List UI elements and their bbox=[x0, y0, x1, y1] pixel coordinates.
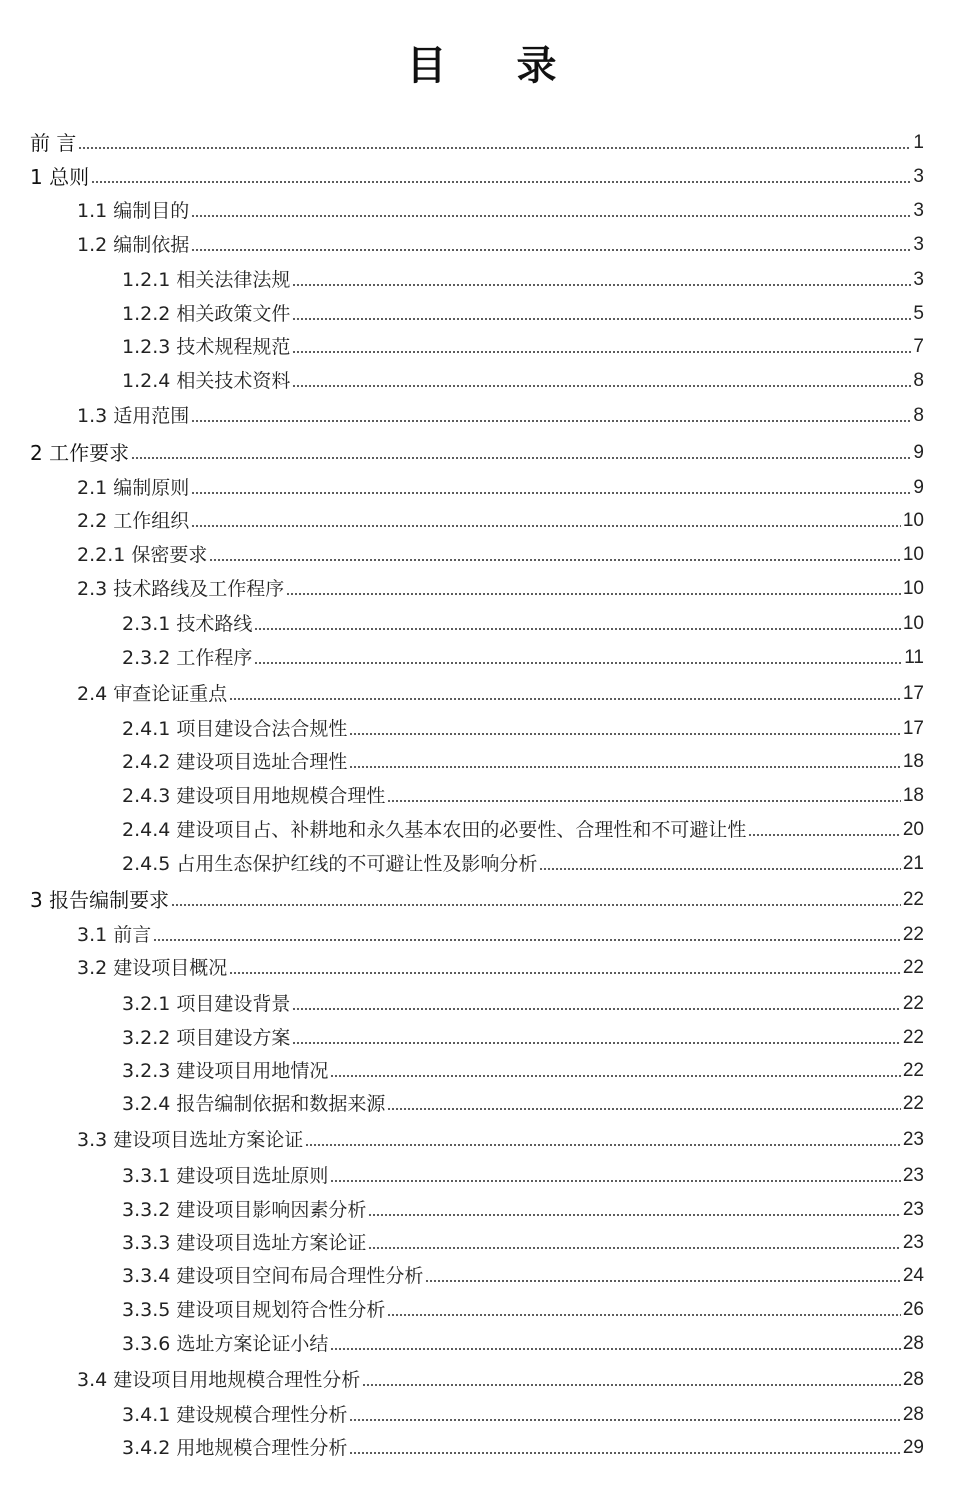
dot-leader bbox=[191, 418, 911, 424]
toc-entry-label: 3.2 建设项目概况 bbox=[77, 957, 228, 979]
dot-leader bbox=[362, 1382, 901, 1388]
dot-leader bbox=[229, 970, 901, 976]
toc-entry-page-number: 10 bbox=[902, 613, 924, 634]
toc-entry[interactable] bbox=[122, 641, 924, 671]
dot-leader bbox=[305, 1142, 901, 1148]
toc-entry-label: 2.4.4 建设项目占、补耕地和永久基本农田的必要性、合理性和不可避让性 bbox=[122, 819, 747, 841]
toc-entry-label: 3.2.1 项目建设背景 bbox=[122, 993, 291, 1015]
toc-entry[interactable] bbox=[122, 297, 924, 327]
dot-leader bbox=[292, 1040, 900, 1046]
toc-entry-label: 1.2.3 技术规程规范 bbox=[122, 336, 291, 358]
dot-leader bbox=[292, 282, 911, 288]
toc-entry-label: 前 言 bbox=[30, 131, 77, 155]
toc-entry-page-number: 5 bbox=[913, 303, 924, 324]
toc-entry[interactable] bbox=[122, 607, 924, 637]
toc-entry-label: 3.3.5 建设项目规划符合性分析 bbox=[122, 1299, 386, 1321]
toc-entry[interactable] bbox=[30, 126, 924, 156]
toc-entry-page-number: 8 bbox=[913, 370, 924, 391]
toc-entry[interactable] bbox=[122, 779, 924, 809]
toc-entry-label: 2.4 审查论证重点 bbox=[77, 683, 228, 705]
toc-entry[interactable] bbox=[122, 1159, 924, 1189]
toc-entry-page-number: 18 bbox=[902, 751, 924, 772]
dot-leader bbox=[368, 1212, 900, 1218]
toc-entry-label: 2.2.1 保密要求 bbox=[77, 544, 208, 566]
toc-entry-page-number: 7 bbox=[913, 336, 924, 357]
toc-entry[interactable] bbox=[122, 1054, 924, 1084]
toc-entry-page-number: 20 bbox=[902, 819, 924, 840]
toc-entry-label: 2.4.5 占用生态保护红线的不可避让性及影响分析 bbox=[122, 853, 538, 875]
toc-entry-label: 3.4.2 用地规模合理性分析 bbox=[122, 1437, 348, 1459]
toc-entry-page-number: 3 bbox=[913, 200, 924, 221]
dot-leader bbox=[191, 490, 911, 496]
toc-entry-label: 3.3 建设项目选址方案论证 bbox=[77, 1129, 304, 1151]
dot-leader bbox=[254, 626, 900, 632]
toc-entry-page-number: 10 bbox=[902, 544, 924, 565]
dot-leader bbox=[368, 1245, 900, 1251]
toc-entry-page-number: 22 bbox=[902, 1093, 924, 1114]
dot-leader bbox=[209, 557, 900, 563]
toc-entry[interactable] bbox=[122, 1398, 924, 1428]
toc-entry-label: 3.3.1 建设项目选址原则 bbox=[122, 1165, 329, 1187]
toc-entry[interactable] bbox=[77, 1123, 924, 1153]
toc-entry-label: 2.2 工作组织 bbox=[77, 510, 190, 532]
toc-entry[interactable] bbox=[77, 504, 924, 534]
toc-entry-label: 3 报告编制要求 bbox=[30, 888, 170, 912]
toc-entry[interactable] bbox=[122, 263, 924, 293]
dot-leader bbox=[131, 455, 911, 461]
toc-entry-label: 1 总则 bbox=[30, 165, 90, 189]
page-title: 目 录 bbox=[406, 43, 585, 89]
toc-entry[interactable] bbox=[122, 1431, 924, 1461]
toc-entry-label: 2.4.1 项目建设合法合规性 bbox=[122, 718, 348, 740]
toc-entry-page-number: 24 bbox=[902, 1265, 924, 1286]
toc-entry-label: 3.2.2 项目建设方案 bbox=[122, 1027, 291, 1049]
toc-entry-page-number: 11 bbox=[904, 647, 924, 668]
toc-entry-page-number: 28 bbox=[902, 1333, 924, 1354]
dot-leader bbox=[349, 731, 900, 737]
toc-entry-label: 3.3.4 建设项目空间布局合理性分析 bbox=[122, 1265, 424, 1287]
toc-entry[interactable] bbox=[77, 471, 924, 501]
toc-entry[interactable] bbox=[122, 745, 924, 775]
toc-entry-label: 1.2.4 相关技术资料 bbox=[122, 370, 291, 392]
toc-entry-page-number: 22 bbox=[902, 924, 924, 945]
toc-entry[interactable] bbox=[122, 364, 924, 394]
toc-entry-page-number: 22 bbox=[902, 889, 924, 910]
toc-entry[interactable] bbox=[77, 538, 924, 568]
toc-entry-page-number: 26 bbox=[902, 1299, 924, 1320]
toc-entry-page-number: 22 bbox=[902, 993, 924, 1014]
toc-entry-page-number: 3 bbox=[913, 234, 924, 255]
toc-entry-page-number: 22 bbox=[902, 1060, 924, 1081]
toc-entry-label: 3.4.1 建设规模合理性分析 bbox=[122, 1404, 348, 1426]
toc-entry-label: 1.2 编制依据 bbox=[77, 234, 190, 256]
toc-entry[interactable] bbox=[122, 1327, 924, 1357]
toc-entry[interactable] bbox=[77, 951, 924, 981]
dot-leader bbox=[191, 247, 911, 253]
toc-entry-label: 1.2.2 相关政策文件 bbox=[122, 303, 291, 325]
toc-entry[interactable] bbox=[122, 987, 924, 1017]
toc-entry-label: 3.2.4 报告编制依据和数据来源 bbox=[122, 1093, 386, 1115]
toc-entry-label: 1.2.1 相关法律法规 bbox=[122, 269, 291, 291]
toc-entry-page-number: 28 bbox=[902, 1404, 924, 1425]
toc-entry[interactable] bbox=[122, 330, 924, 360]
toc-entry[interactable] bbox=[122, 1021, 924, 1051]
dot-leader bbox=[330, 1073, 900, 1079]
dot-leader bbox=[153, 937, 901, 943]
dot-leader bbox=[330, 1178, 900, 1184]
toc-entry-label: 2.4.2 建设项目选址合理性 bbox=[122, 751, 348, 773]
toc-entry-page-number: 28 bbox=[902, 1369, 924, 1390]
toc-entry[interactable] bbox=[122, 1293, 924, 1323]
dot-leader bbox=[229, 696, 901, 702]
toc-entry-label: 3.2.3 建设项目用地情况 bbox=[122, 1060, 329, 1082]
toc-entry-page-number: 23 bbox=[902, 1232, 924, 1253]
dot-leader bbox=[349, 1417, 900, 1423]
dot-leader bbox=[539, 866, 900, 872]
dot-leader bbox=[292, 383, 911, 389]
toc-entry-page-number: 8 bbox=[913, 405, 924, 426]
dot-leader bbox=[191, 523, 901, 529]
toc-entry-page-number: 23 bbox=[902, 1129, 924, 1150]
dot-leader bbox=[286, 591, 901, 597]
toc-entry-label: 3.3.3 建设项目选址方案论证 bbox=[122, 1232, 367, 1254]
dot-leader bbox=[292, 316, 911, 322]
dot-leader bbox=[254, 660, 902, 666]
toc-entry-page-number: 17 bbox=[902, 683, 924, 704]
toc-entry[interactable] bbox=[77, 677, 924, 707]
toc-entry[interactable] bbox=[77, 194, 924, 224]
dot-leader bbox=[171, 902, 901, 908]
dot-leader bbox=[292, 349, 911, 355]
dot-leader bbox=[292, 1006, 900, 1012]
dot-leader bbox=[748, 832, 900, 838]
toc-entry-page-number: 22 bbox=[902, 1027, 924, 1048]
toc-entry[interactable] bbox=[122, 1193, 924, 1223]
toc-entry[interactable] bbox=[122, 1087, 924, 1117]
dot-leader bbox=[191, 213, 911, 219]
toc-entry[interactable] bbox=[122, 1226, 924, 1256]
dot-leader bbox=[91, 179, 911, 185]
toc-entry-label: 2.3.1 技术路线 bbox=[122, 613, 253, 635]
toc-entry-page-number: 9 bbox=[913, 477, 924, 498]
toc-entry-label: 1.3 适用范围 bbox=[77, 405, 190, 427]
toc-entry-page-number: 17 bbox=[902, 718, 924, 739]
toc-entry-label: 3.4 建设项目用地规模合理性分析 bbox=[77, 1369, 361, 1391]
toc-entry-page-number: 10 bbox=[902, 510, 924, 531]
toc-entry[interactable] bbox=[77, 1363, 924, 1393]
toc-entry-page-number: 23 bbox=[902, 1165, 924, 1186]
toc-entry[interactable] bbox=[122, 1259, 924, 1289]
toc-entry-page-number: 3 bbox=[913, 166, 924, 187]
toc-entry-label: 2 工作要求 bbox=[30, 441, 130, 465]
toc-entry[interactable] bbox=[77, 572, 924, 602]
toc-entry-page-number: 29 bbox=[902, 1437, 924, 1458]
toc-entry[interactable] bbox=[30, 883, 924, 913]
toc-entry[interactable] bbox=[122, 847, 924, 877]
dot-leader bbox=[387, 1106, 900, 1112]
toc-entry-page-number: 22 bbox=[902, 957, 924, 978]
toc-entry-page-number: 1 bbox=[913, 132, 924, 153]
toc-entry-page-number: 9 bbox=[913, 442, 924, 463]
dot-leader bbox=[349, 1450, 900, 1456]
toc-entry[interactable] bbox=[122, 712, 924, 742]
toc-entry-page-number: 18 bbox=[902, 785, 924, 806]
dot-leader bbox=[78, 145, 911, 151]
toc-entry-page-number: 3 bbox=[913, 269, 924, 290]
toc-entry-page-number: 23 bbox=[902, 1199, 924, 1220]
toc-entry-page-number: 10 bbox=[902, 578, 924, 599]
dot-leader bbox=[387, 798, 900, 804]
toc-entry[interactable] bbox=[30, 436, 924, 466]
toc-entry-label: 2.1 编制原则 bbox=[77, 477, 190, 499]
dot-leader bbox=[425, 1278, 900, 1284]
toc-entry-label: 3.1 前言 bbox=[77, 924, 152, 946]
toc-entry[interactable] bbox=[30, 160, 924, 190]
toc-entry[interactable] bbox=[77, 228, 924, 258]
toc-entry[interactable] bbox=[77, 399, 924, 429]
dot-leader bbox=[349, 764, 900, 770]
toc-entry-label: 3.3.6 选址方案论证小结 bbox=[122, 1333, 329, 1355]
toc-entry[interactable] bbox=[77, 918, 924, 948]
toc-entry[interactable] bbox=[122, 813, 924, 843]
toc-entry-label: 1.1 编制目的 bbox=[77, 200, 190, 222]
toc-entry-label: 2.3.2 工作程序 bbox=[122, 647, 253, 669]
dot-leader bbox=[387, 1312, 900, 1318]
toc-entry-page-number: 21 bbox=[902, 853, 924, 874]
toc-entry-label: 2.4.3 建设项目用地规模合理性 bbox=[122, 785, 386, 807]
toc-entry-label: 2.3 技术路线及工作程序 bbox=[77, 578, 285, 600]
toc-entry-label: 3.3.2 建设项目影响因素分析 bbox=[122, 1199, 367, 1221]
dot-leader bbox=[330, 1346, 900, 1352]
